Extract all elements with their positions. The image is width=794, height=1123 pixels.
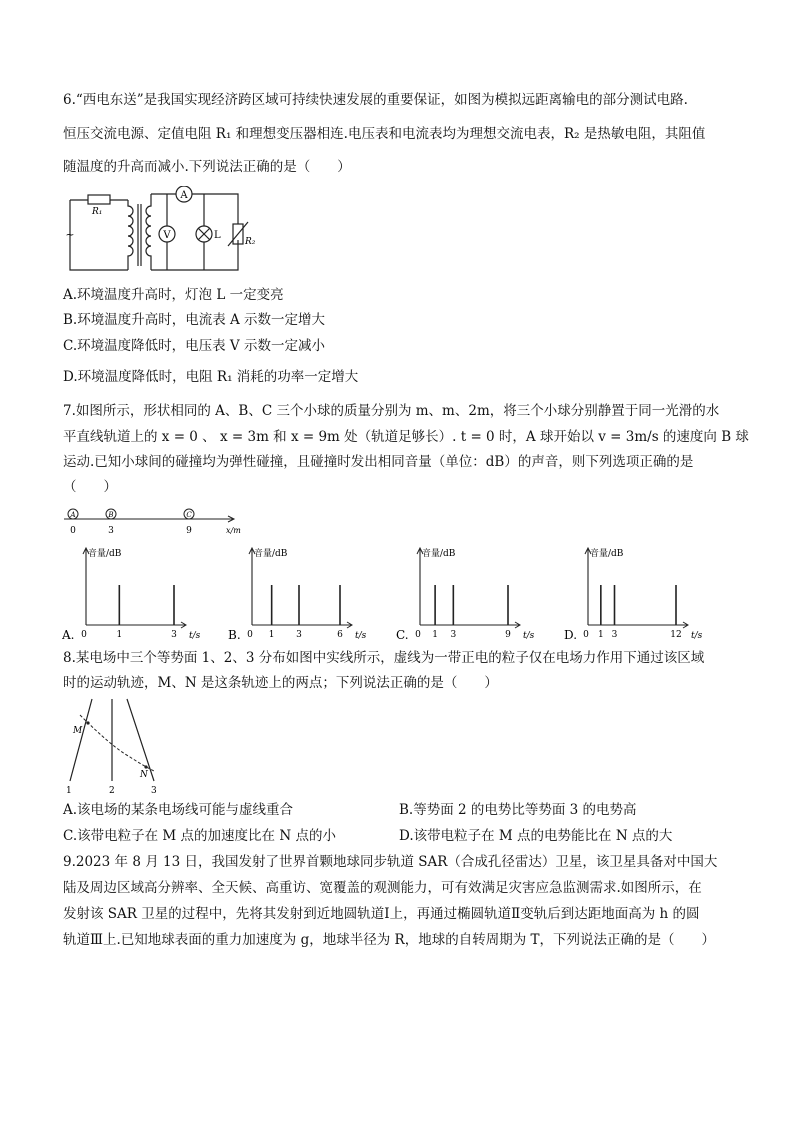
- secondary-coil: [146, 194, 151, 270]
- y-axis-label: 音量/dB: [88, 549, 122, 559]
- x-tick-9: 9: [505, 630, 511, 640]
- q7-option-label: A.: [62, 628, 75, 642]
- x-tick-0: 0: [81, 630, 87, 640]
- q7-graph-b: [228, 545, 378, 645]
- q8-text-line-1: 8.某电场中三个等势面 1、2、3 分布如图中实线所示，虚线为一带正电的粒子仅在电场力作用下通过该区域: [63, 650, 705, 666]
- q6-text-line-3: 随温度的升高而减小.下列说法正确的是（ ）: [63, 159, 351, 175]
- source-symbol: ~: [65, 228, 75, 241]
- q7-graph-a: [62, 545, 212, 645]
- y-axis-label: 音量/dB: [254, 549, 288, 559]
- x-tick-12: 12: [670, 630, 682, 640]
- x-tick-3: 3: [171, 630, 177, 640]
- r1-resistor: [88, 195, 110, 204]
- x-axis-label: t/s: [523, 631, 535, 641]
- x-axis-label: t/s: [355, 631, 367, 641]
- track-axis-label: x/m: [226, 526, 241, 535]
- x-tick-1: 1: [116, 630, 123, 640]
- ball-b-label: B: [108, 511, 114, 519]
- q6-option-c: C.环境温度降低时，电压表 V 示数一定减小: [63, 338, 325, 354]
- x-axis-label: t/s: [691, 631, 703, 641]
- q8-text-line-2: 时的运动轨迹，M、N 是这条轨迹上的两点；下列说法正确的是（ ）: [63, 675, 498, 691]
- q8-option-a: A.该电场的某条电场线可能与虚线重合: [63, 802, 294, 818]
- q7-text-line-3: 运动.已知小球间的碰撞均为弹性碰撞，且碰撞时发出相同音量（单位：dB）的声音，则下列选项正确的是: [63, 454, 694, 470]
- trajectory-dashed: [80, 715, 154, 771]
- track-tick-3: 3: [108, 526, 114, 536]
- q6-option-b: B.环境温度升高时，电流表 A 示数一定增大: [63, 312, 326, 328]
- surface-1-label: 1: [66, 786, 72, 796]
- q6-option-d: D.环境温度降低时，电阻 R₁ 消耗的功率一定增大: [63, 369, 359, 385]
- r1-label: R₁: [92, 207, 103, 217]
- q8-option-c: C.该带电粒子在 M 点的加速度比在 N 点的小: [63, 828, 336, 844]
- lamp-label: L: [214, 230, 221, 241]
- x-tick-3: 3: [296, 630, 302, 640]
- surface-3-label: 3: [151, 786, 157, 796]
- q8-option-d: D.该带电粒子在 M 点的电势能比在 N 点的大: [399, 828, 673, 844]
- q7-graph-c: [396, 545, 546, 645]
- x-tick-0: 0: [583, 630, 589, 640]
- voltmeter-label: V: [163, 230, 171, 241]
- surface-1: [70, 699, 92, 781]
- surface-2-label: 2: [109, 786, 115, 796]
- point-m-label: M: [73, 726, 83, 736]
- q9-text-line-2: 陆及周边区域高分辨率、全天候、高重访、宽覆盖的观测能力，可有效满足灾害应急监测需求.如图所示，在: [63, 880, 702, 896]
- surface-3: [127, 699, 154, 781]
- q7-text-line-2: 平直线轨道上的 x = 0 、 x = 3m 和 x = 9m 处（轨道足够长）. t = 0 时，A 球开始以 v = 3m/s 的速度向 B 球: [63, 429, 749, 445]
- x-axis-label: t/s: [189, 631, 201, 641]
- q6-text-line-1: 6.“西电东送”是我国实现经济跨区域可持续快速发展的重要保证，如图为模拟远距离输电的部分测试电路.: [63, 92, 688, 108]
- q7-graph-d: [564, 545, 714, 645]
- q7-track-figure: [62, 505, 262, 537]
- track-tick-0: 0: [70, 526, 76, 536]
- q8-potential-figure: [62, 697, 172, 797]
- q9-text-line-1: 9.2023 年 8 月 13 日，我国发射了世界首颗地球同步轨道 SAR（合成孔径雷达）卫星，该卫星具备对中国大: [63, 854, 718, 870]
- r2-label: R₂: [245, 237, 256, 247]
- q9-text-line-4: 轨道Ⅲ上.已知地球表面的重力加速度为 g，地球半径为 R，地球的自转周期为 T，下列说法正确的是（ ）: [63, 932, 715, 948]
- ball-a-label: A: [70, 511, 76, 519]
- x-tick-3: 3: [450, 630, 457, 640]
- q9-text-line-3: 发射该 SAR 卫星的过程中，先将其发射到近地圆轨道Ⅰ上，再通过椭圆轨道Ⅱ变轨后到达距地面高为 h 的圆: [63, 906, 700, 922]
- x-tick-0: 0: [247, 630, 253, 640]
- q6-text-line-2: 恒压交流电源、定值电阻 R₁ 和理想变压器相连.电压表和电流表均为理想交流电表，R₂ 是热敏电阻，其阻值: [63, 126, 706, 142]
- q6-circuit-figure: [62, 186, 262, 276]
- q7-text-line-4: （ ）: [63, 479, 117, 495]
- x-tick-6: 6: [337, 630, 343, 640]
- y-axis-label: 音量/dB: [590, 549, 624, 559]
- point-n-label: N: [140, 770, 148, 780]
- x-tick-1: 1: [597, 630, 604, 640]
- q8-option-b: B.等势面 2 的电势比等势面 3 的电势高: [399, 802, 637, 818]
- q7-option-label: C.: [396, 628, 409, 642]
- track-tick-9: 9: [186, 526, 192, 536]
- y-axis-label: 音量/dB: [422, 549, 456, 559]
- x-tick-3: 3: [611, 630, 618, 640]
- q7-option-label: B.: [228, 628, 241, 642]
- q7-option-label: D.: [564, 628, 578, 642]
- x-tick-1: 1: [432, 630, 438, 640]
- ammeter-label: A: [180, 190, 188, 201]
- q7-text-line-1: 7.如图所示，形状相同的 A、B、C 三个小球的质量分别为 m、m、2m，将三个小球分别静置于同一光滑的水: [63, 403, 720, 419]
- x-tick-0: 0: [415, 630, 421, 640]
- primary-coil: [128, 200, 133, 270]
- ball-c-label: C: [186, 511, 192, 519]
- q6-option-a: A.环境温度升高时，灯泡 L 一定变亮: [63, 287, 284, 303]
- x-tick-1: 1: [268, 630, 275, 640]
